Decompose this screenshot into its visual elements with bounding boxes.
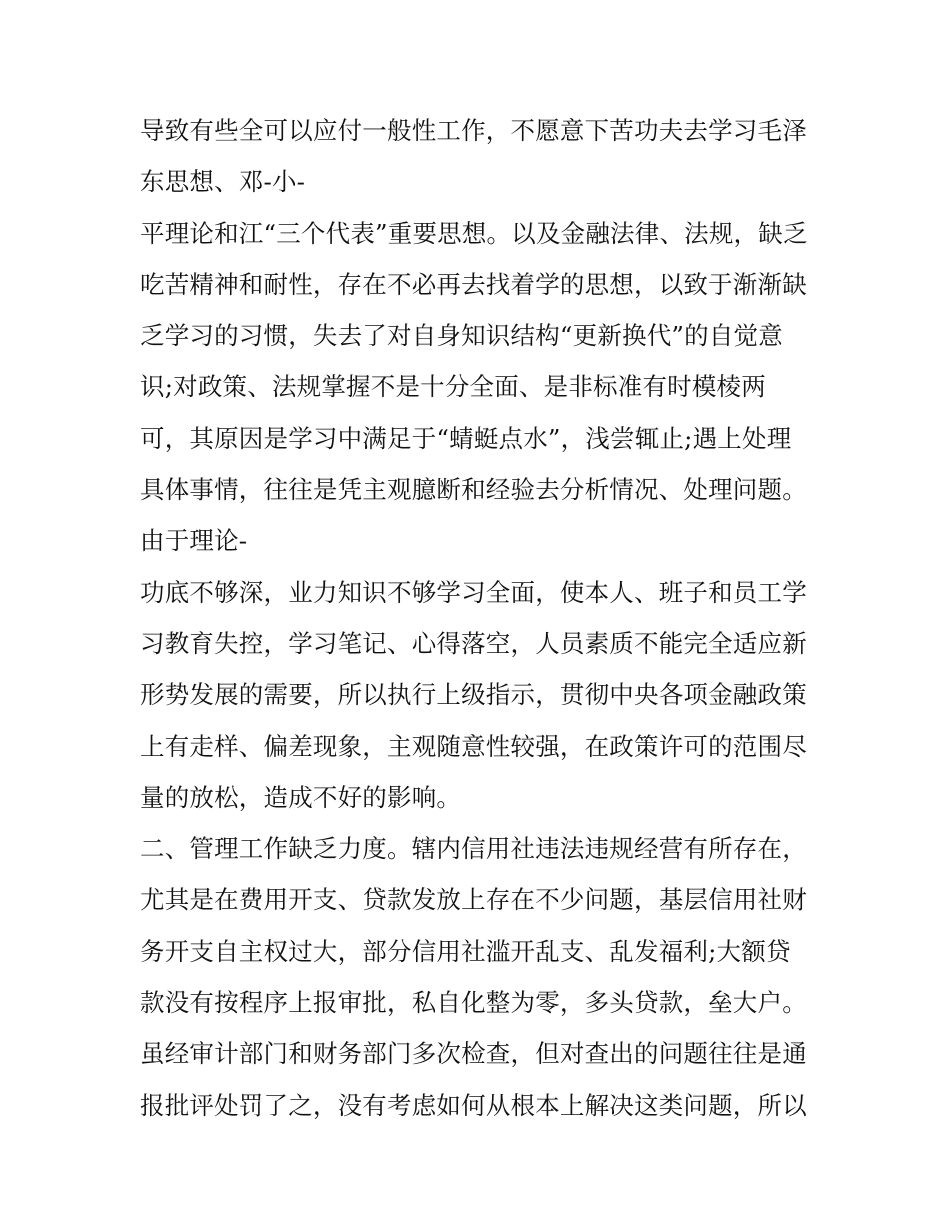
body-text (140, 105, 840, 1131)
text-line: 上有走样、偏差现象，主观随意性较强，在政策许可的范围尽 (140, 731, 807, 761)
text-line: 吃苦精神和耐性，存在不必再去找着学的思想，以致于渐渐缺 (140, 269, 807, 299)
text-line: 识;对政策、法规掌握不是十分全面、是非标准有时模棱两 (140, 372, 766, 402)
text-line: 乏学习的习惯，失去了对自身知识结构“更新换代”的自觉意 (140, 321, 783, 351)
text-line: 务开支自主权过大，部分信用社滥开乱支、乱发福利;大额贷 (140, 936, 791, 966)
text-line: 尤其是在费用开支、贷款发放上存在不少问题，基层信用社财 (140, 885, 807, 915)
text-line: 虽经审计部门和财务部门多次检查，但对查出的问题往往是通 (140, 1039, 807, 1069)
text-line: 二、管理工作缺乏力度。辖内信用社违法违规经营有所存在， (140, 834, 807, 864)
text-line: 习教育失控，学习笔记、心得落空，人员素质不能完全适应新 (140, 628, 807, 658)
text-line: 量的放松，造成不好的影响。 (140, 782, 462, 812)
text-line: 形势发展的需要，所以执行上级指示，贯彻中央各项金融政策 (140, 680, 807, 710)
text-line: 东思想、邓-小- (140, 167, 306, 197)
text-line: 由于理论- (140, 526, 248, 556)
text-line: 款没有按程序上报审批，私自化整为零，多头贷款，垒大户。 (140, 988, 807, 1018)
text-line: 功底不够深，业力知识不够学习全面，使本人、班子和员工学 (140, 577, 807, 607)
text-line: 报批评处罚了之，没有考虑如何从根本上解决这类问题，所以 (140, 1090, 807, 1120)
text-line: 可，其原因是学习中满足于“蜻蜓点水”，浅尝辄止;遇上处理 (140, 423, 792, 453)
text-line: 具体事情，往往是凭主观臆断和经验去分析情况、处理问题。 (140, 475, 807, 505)
text-line: 平理论和江“三个代表”重要思想。以及金融法律、法规，缺乏 (140, 218, 808, 248)
text-line: 导致有些全可以应付一般性工作，不愿意下苦功夫去学习毛泽 (140, 116, 807, 145)
